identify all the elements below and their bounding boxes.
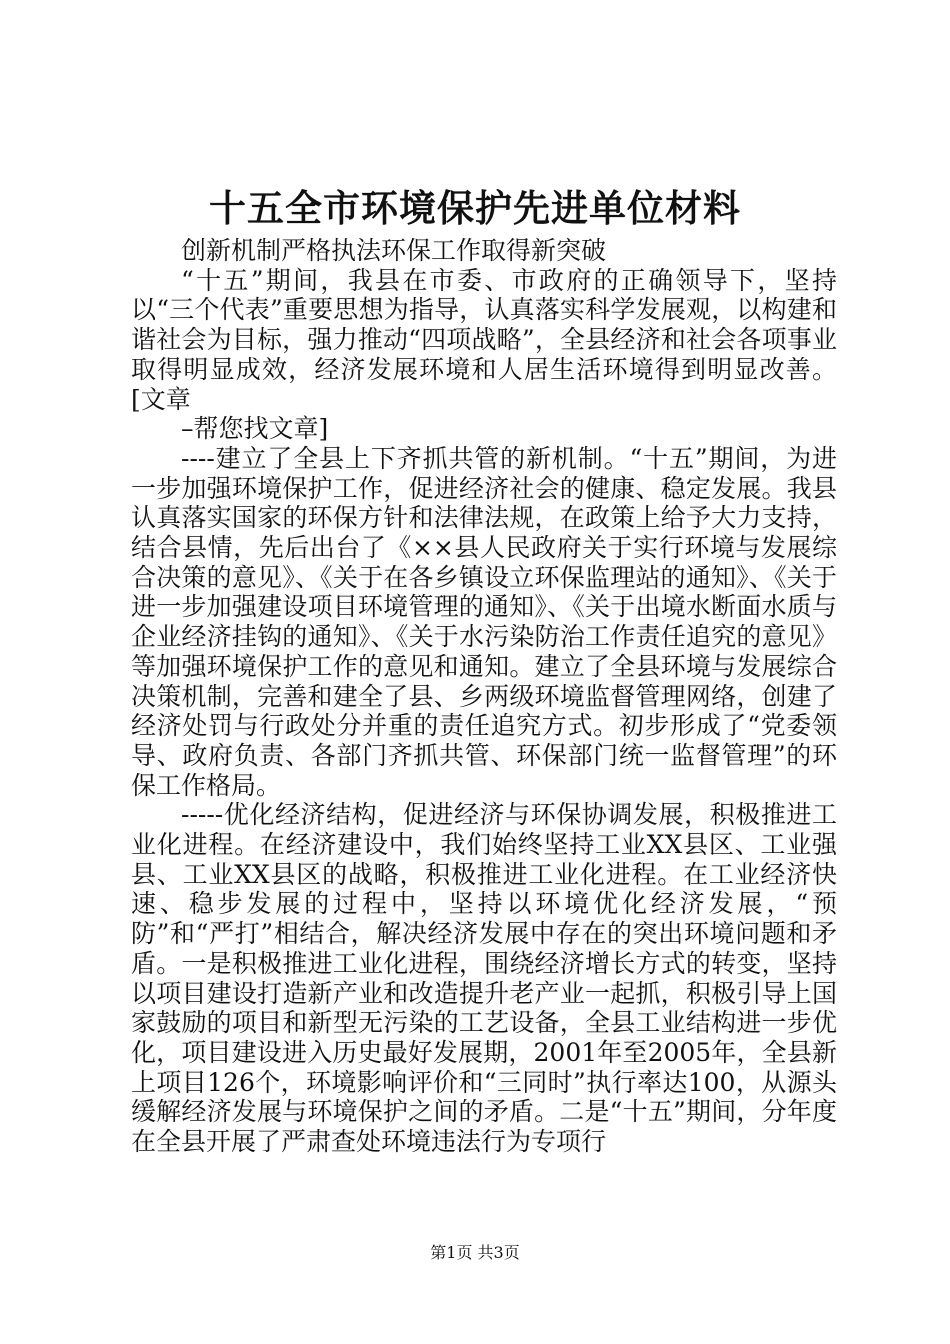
body-paragraph: –帮您找文章] [181, 414, 329, 444]
document-body [131, 236, 837, 1157]
subtitle-paragraph: 创新机制严格执法环保工作取得新突破 [181, 236, 607, 265]
document-title: 十五全市环境保护先进单位材料 [209, 186, 741, 230]
body-paragraph: ----建立了全县上下齐抓共管的新机制。“十五”期间，为进一步加强环境保护工作，促进经济社会的健康、稳定发展。我县认真落实国家的环保方针和法律法规，在政策上给予大力支持，结合县情，先后出台了《××县人民政府关于实行环境与发展综合决策的意见》、《关于在各乡镇设立环保监理站的通知》、《关于进一步加强建设项目环境管理的通知》、《关于出境水断面水质与企业经济挂钩的通知》、《关于水污染防治工作责任追究的意见》等加强环境保护工作的意见和通知。建立了全县环境与发展综合决策机制，完善和建全了县、乡两级环境监督管理网络，创建了经济处罚与行政处分并重的责任追究方式。初步形成了“党委领导、政府负责、各部门齐抓共管、环保部门统一监督管理”的环保工作格局。 [131, 443, 837, 800]
body-paragraph: -----优化经济结构，促进经济与环保协调发展，积极推进工业化进程。在经济建设中，我们始终坚持工业XX县区、工业强县、工业XX县区的战略，积极推进工业化进程。在工业经济快速、稳步发展的过程中，坚持以环境优化经济发展，“预防”和“严打”相结合，解决经济发展中存在的突出环境问题和矛盾。一是积极推进工业化进程，围绕经济增长方式的转变，坚持以项目建设打造新产业和改造提升老产业一起抓，积极引导上国家鼓励的项目和新型无污染的工艺设备，全县工业结构进一步优化，项目建设进入历史最好发展期，2001年至2005年，全县新上项目126个，环境影响评价和“三同时”执行率达100，从源头缓解经济发展与环境保护之间的矛盾。二是“十五”期间，分年度在全县开展了严肃查处环境违法行为专项行 [131, 800, 837, 1157]
body-paragraph: “十五”期间，我县在市委、市政府的正确领导下，坚持以“三个代表”重要思想为指导，认真落实科学发展观，以构建和谐社会为目标，强力推动“四项战略”，全县经济和社会各项事业取得明显成效，经济发展环境和人居生活环境得到明显改善。[文章 [131, 265, 837, 414]
page-footer: 第1页 共3页 [430, 1243, 520, 1262]
